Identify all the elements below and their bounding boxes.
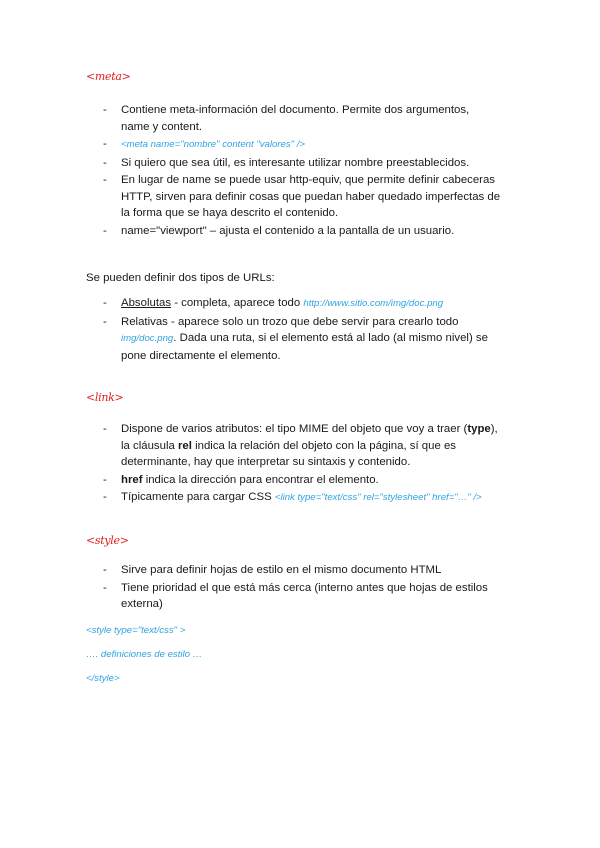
list-item: - name="viewport" – ajusta el contenido a la pantalla de un usuario. <box>103 224 455 237</box>
list-item: - En lugar de name se puede usar http-equiv, que permite definir cabeceras HTTP, sirven para definir cosas que puedan haber quedado imperfectas de la forma que se haya descrito el contenido. <box>103 174 501 219</box>
urls-list <box>0 295 520 365</box>
meta-list <box>0 102 520 240</box>
style-list <box>0 562 520 614</box>
list-item: - Sirve para definir hojas de estilo en el mismo documento HTML <box>103 564 442 576</box>
link-heading: <link> <box>86 391 124 404</box>
meta-heading: <meta> <box>86 70 131 83</box>
style-code-body: …. definiciones de estilo … <box>86 649 203 660</box>
style-code-open: <style type="text/css" > <box>86 625 186 636</box>
list-item: - Si quiero que sea útil, es interesante utilizar nombre preestablecidos. <box>103 156 470 169</box>
list-item: - <meta name="nombre" content "valores" /> <box>103 138 306 150</box>
list-item: - Típicamente para cargar CSS <link type="text/css" rel="stylesheet" href="…" /> <box>103 491 482 503</box>
list-item: - Relativas - aparece solo un trozo que debe servir para crearlo todo img/doc.png. Dada una ruta, si el elemento está al lado (al mismo nivel) se pone directamente el elemento. <box>103 315 488 362</box>
style-code-close: </style> <box>86 673 120 684</box>
style-heading: <style> <box>86 534 129 547</box>
list-item: - href indica la dirección para encontrar el elemento. <box>103 473 379 486</box>
list-item: - Absolutas - completa, aparece todo http://www.sitio.com/img/doc.png <box>103 297 444 309</box>
list-item: - Contiene meta-información del documento. Permite dos argumentos, name y content. <box>103 104 470 133</box>
list-item: - Tiene prioridad el que está más cerca (interno antes que hojas de estilos externa) <box>103 581 488 610</box>
list-item: - Dispone de varios atributos: el tipo MIME del objeto que voy a traer (type), la cláusula rel indica la relación del objeto con la página, sí que es determinante, hay que interpretar su sintaxis y contenido. <box>103 423 498 468</box>
link-list <box>0 421 520 508</box>
urls-intro: Se pueden definir dos tipos de URLs: <box>86 272 275 284</box>
